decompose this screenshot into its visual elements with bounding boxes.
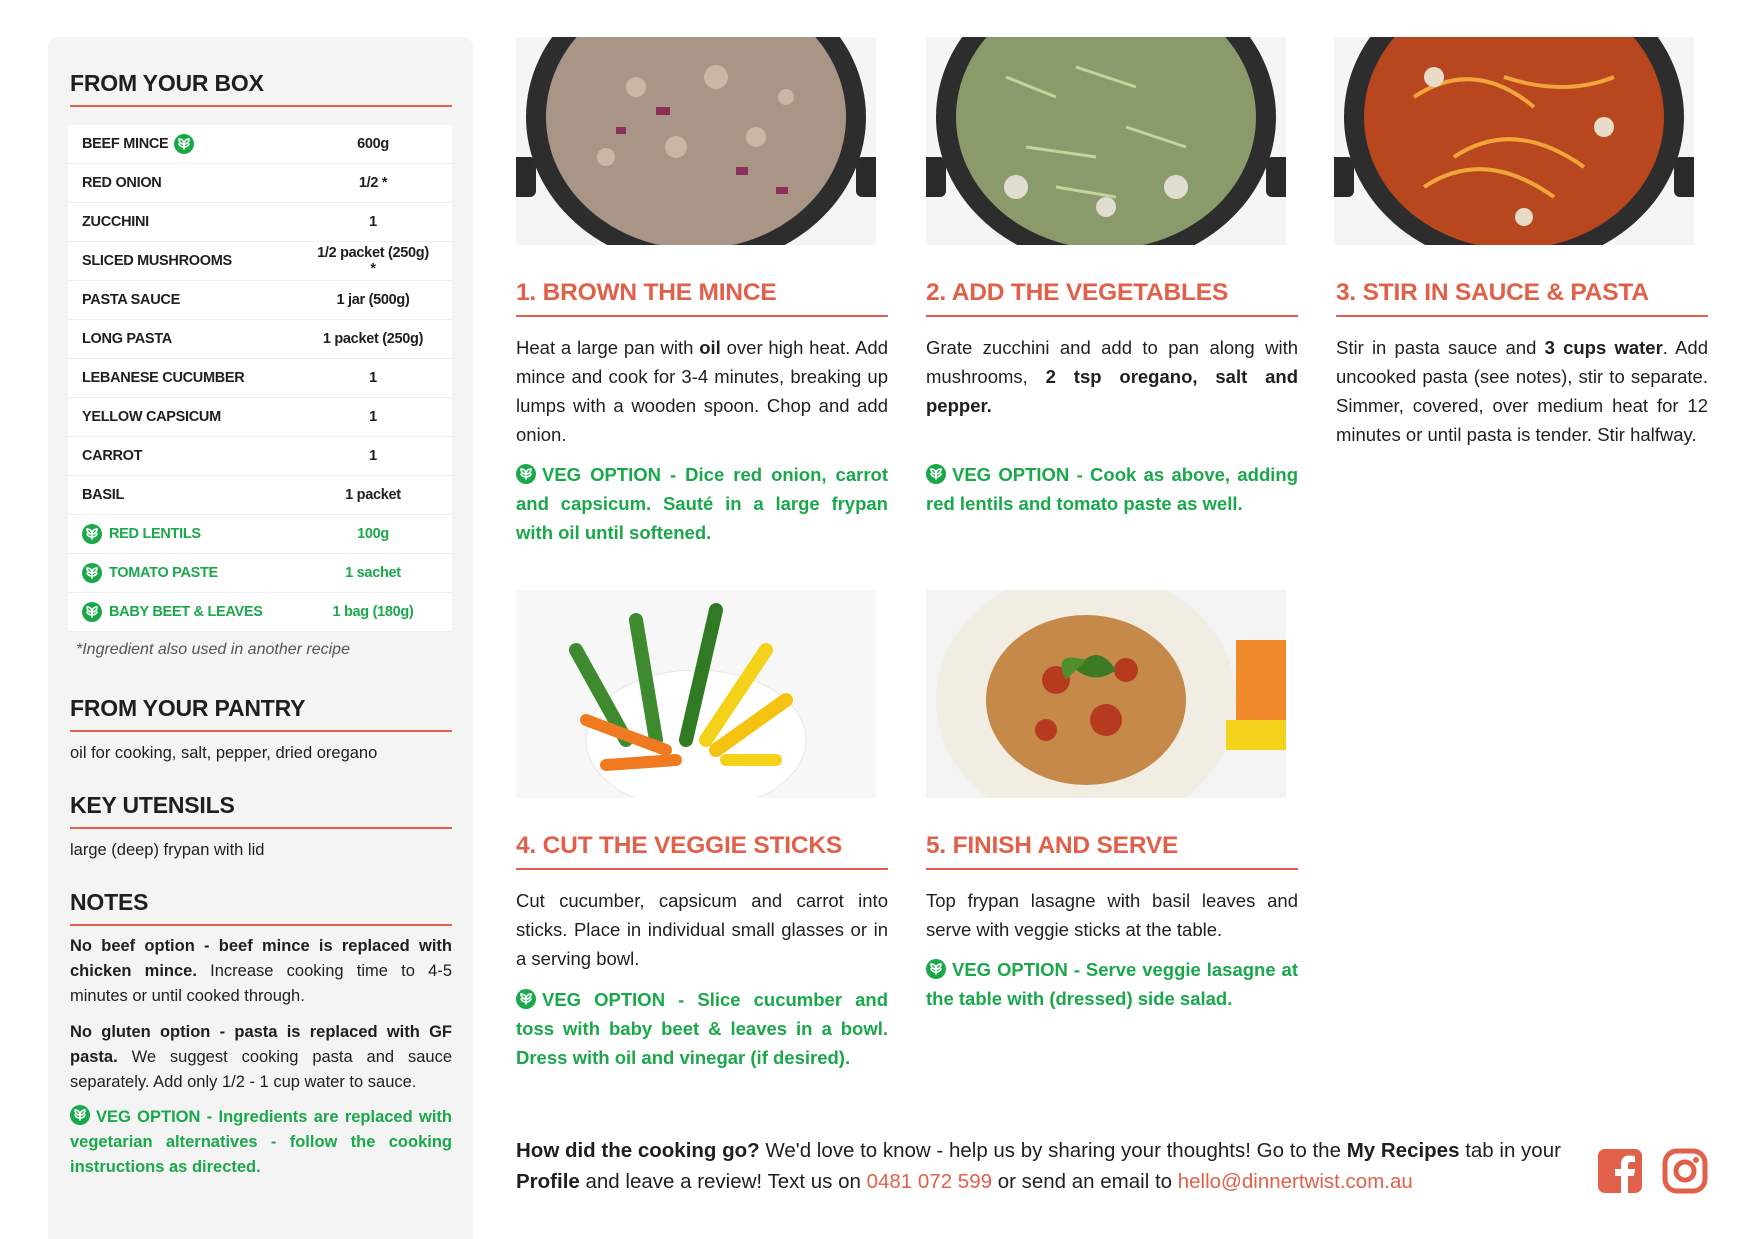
from-box-title: FROM YOUR BOX: [70, 70, 452, 107]
notes-title: NOTES: [70, 889, 452, 926]
veg-leaf-icon: [82, 524, 102, 544]
step-3-image: [1334, 37, 1694, 245]
review-text-1: We'd love to know - help us by sharing your thoughts! Go to the: [759, 1139, 1347, 1162]
ingredient-qty: 1: [369, 448, 377, 464]
veg-leaf-icon: [174, 134, 194, 154]
veg-leaf-icon: [516, 464, 536, 484]
step-1-text-b: over high heat. Add mince and cook for 3-4 minutes, breaking up lumps with a wooden spoon. Chop and add onion.: [516, 337, 888, 445]
ingredient-name-text: SLICED MUSHROOMS: [82, 253, 232, 269]
ingredient-name: [68, 214, 314, 230]
ingredient-name-text: ZUCCHINI: [82, 214, 149, 230]
ingredient-row: [68, 554, 452, 593]
ingredient-qty: 1: [369, 370, 377, 386]
ingredient-qty: 1: [369, 409, 377, 425]
veg-leaf-icon: [926, 464, 946, 484]
step-4-veg-option: [516, 985, 888, 1072]
step-2-text-a: Grate zucchini and add to pan along with mushrooms,: [926, 337, 1298, 387]
step-4-image: [516, 590, 876, 798]
ingredient-row: [68, 437, 452, 476]
my-recipes-label: My Recipes: [1346, 1139, 1460, 1162]
ingredient-row: [68, 242, 452, 281]
ingredient-name: [68, 175, 314, 191]
ingredient-row: [68, 593, 452, 632]
instagram-icon[interactable]: [1662, 1148, 1708, 1194]
ingredient-name: [68, 524, 314, 544]
ingredient-name: [68, 563, 314, 583]
ingredient-row: [68, 320, 452, 359]
ingredient-name-text: PASTA SAUCE: [82, 292, 180, 308]
ingredient-name-text: RED ONION: [82, 175, 162, 191]
ingredient-row: [68, 515, 452, 554]
ingredient-qty: 1 sachet: [345, 565, 401, 581]
ingredient-row: [68, 359, 452, 398]
recipe-sidebar: [48, 37, 473, 1239]
step-2-text-bold: 2 tsp oregano, salt and pepper.: [926, 366, 1298, 416]
step-4-text: Cut cucumber, capsicum and carrot into sticks. Place in individual small glasses or in a serving bowl.: [516, 890, 888, 969]
review-text-3: and leave a review! Text us on: [579, 1170, 867, 1193]
ingredient-row: [68, 203, 452, 242]
note-no-gluten-bold: No gluten option - pasta is replaced with GF pasta.: [70, 1023, 452, 1066]
ingredient-name-text: LEBANESE CUCUMBER: [82, 370, 245, 386]
step-5-veg-option: [926, 955, 1298, 1013]
ingredient-name-text: BABY BEET & LEAVES: [109, 604, 263, 620]
ingredient-name-text: CARROT: [82, 448, 143, 464]
veg-leaf-icon: [70, 1105, 90, 1125]
step-1-title: 1. BROWN THE MINCE: [516, 279, 888, 317]
ingredient-qty: 1/2 packet (250g) *: [317, 245, 429, 277]
ingredient-name-text: YELLOW CAPSICUM: [82, 409, 221, 425]
step-3-text-bold: 3 cups water: [1544, 337, 1663, 358]
ingredient-qty: 1/2 *: [358, 175, 388, 191]
review-question: How did the cooking go?: [516, 1139, 760, 1162]
ingredient-row: [68, 281, 452, 320]
ingredient-row: [68, 125, 452, 164]
step-3-text-a: Stir in pasta sauce and: [1336, 337, 1545, 358]
step-1-veg-option: [516, 460, 888, 547]
ingredient-qty: 1 jar (500g): [336, 292, 410, 308]
step-1-veg-text: VEG OPTION - Dice red onion, carrot and capsicum. Sauté in a large frypan with oil until softened.: [516, 464, 888, 543]
step-1-image: [516, 37, 876, 245]
pantry-title: FROM YOUR PANTRY: [70, 695, 452, 732]
step-5-text: Top frypan lasagne with basil leaves and serve with veggie sticks at the table.: [926, 890, 1298, 940]
ingredient-qty: 100g: [357, 526, 389, 542]
ingredient-name: [68, 253, 314, 269]
ingredient-qty: 1: [369, 214, 377, 230]
ingredient-qty: 1 packet: [345, 487, 401, 503]
ingredient-row: [68, 164, 452, 203]
phone-link[interactable]: 0481 072 599: [866, 1170, 992, 1193]
ingredient-qty: 1 bag (180g): [332, 604, 414, 620]
step-3-text-b: . Add uncooked pasta (see notes), stir to separate. Simmer, covered, over medium heat for 12 minutes or until pasta is tender. Stir halfway.: [1336, 337, 1709, 445]
step-2-veg-text: VEG OPTION - Cook as above, adding red lentils and tomato paste as well.: [926, 464, 1298, 514]
ingredient-name: [68, 292, 314, 308]
veg-leaf-icon: [516, 989, 536, 1009]
note-no-gluten-rest: We suggest cooking pasta and sauce separately. Add only 1/2 - 1 cup water to sauce.: [70, 1048, 452, 1091]
ingredient-name: [68, 134, 314, 154]
note-veg-text: VEG OPTION - Ingredients are replaced with vegetarian alternatives - follow the cooking instructions as directed.: [70, 1108, 452, 1176]
review-text-2: tab in your: [1459, 1139, 1561, 1162]
step-1-text-a: Heat a large pan with: [516, 337, 700, 358]
ingredient-row: [68, 476, 452, 515]
ingredient-name: [68, 331, 314, 347]
veg-leaf-icon: [926, 959, 946, 979]
ingredient-name: [68, 448, 314, 464]
ingredient-name-text: BASIL: [82, 487, 125, 503]
step-2-veg-option: [926, 460, 1298, 518]
note-no-beef-bold: No beef option - beef mince is replaced with chicken mince.: [70, 937, 452, 980]
email-link[interactable]: hello@dinnertwist.com.au: [1177, 1170, 1413, 1193]
step-5-title: 5. FINISH AND SERVE: [926, 832, 1298, 870]
step-1-text: [516, 333, 888, 449]
step-3-title: 3. STIR IN SAUCE & PASTA: [1336, 279, 1708, 317]
ingredient-name: [68, 487, 314, 503]
ingredients-table: [68, 125, 452, 632]
ingredient-name-text: LONG PASTA: [82, 331, 172, 347]
pantry-text: oil for cooking, salt, pepper, dried oregano: [70, 744, 378, 762]
profile-label: Profile: [516, 1170, 580, 1193]
ingredient-name: [68, 409, 314, 425]
note-no-beef: [70, 934, 452, 1009]
note-no-gluten: [70, 1020, 452, 1095]
ingredient-name-text: RED LENTILS: [109, 526, 201, 542]
step-2-text: [926, 333, 1298, 420]
ingredient-qty: 600g: [357, 136, 389, 152]
step-1-text-bold: oil: [699, 337, 721, 358]
ingredient-name: [68, 602, 314, 622]
ingredient-name-text: TOMATO PASTE: [109, 565, 218, 581]
note-veg-option: [70, 1105, 452, 1180]
step-5-image: [926, 590, 1286, 798]
facebook-icon[interactable]: [1597, 1148, 1643, 1194]
step-4-veg-text: VEG OPTION - Slice cucumber and toss with baby beet & leaves in a bowl. Dress with oil and vinegar (if desired).: [516, 989, 888, 1068]
ingredient-name-text: BEEF MINCE: [82, 136, 169, 152]
ingredient-row: [68, 398, 452, 437]
note-no-beef-rest: Increase cooking time to 4-5 minutes or until cooked through.: [70, 962, 453, 1005]
ingredient-qty: 1 packet (250g): [322, 331, 424, 347]
ingredient-name: [68, 370, 314, 386]
utensils-title: KEY UTENSILS: [70, 792, 452, 829]
step-3-text: [1336, 333, 1708, 449]
ingredient-footnote: *Ingredient also used in another recipe: [76, 641, 350, 658]
step-2-image: [926, 37, 1286, 245]
review-text-4: or send an email to: [992, 1170, 1178, 1193]
step-5-veg-text: VEG OPTION - Serve veggie lasagne at the table with (dressed) side salad.: [926, 959, 1298, 1009]
utensils-text: large (deep) frypan with lid: [70, 841, 265, 859]
veg-leaf-icon: [82, 602, 102, 622]
step-4-title: 4. CUT THE VEGGIE STICKS: [516, 832, 888, 870]
review-prompt: [516, 1135, 1576, 1197]
veg-leaf-icon: [82, 563, 102, 583]
step-2-title: 2. ADD THE VEGETABLES: [926, 279, 1298, 317]
